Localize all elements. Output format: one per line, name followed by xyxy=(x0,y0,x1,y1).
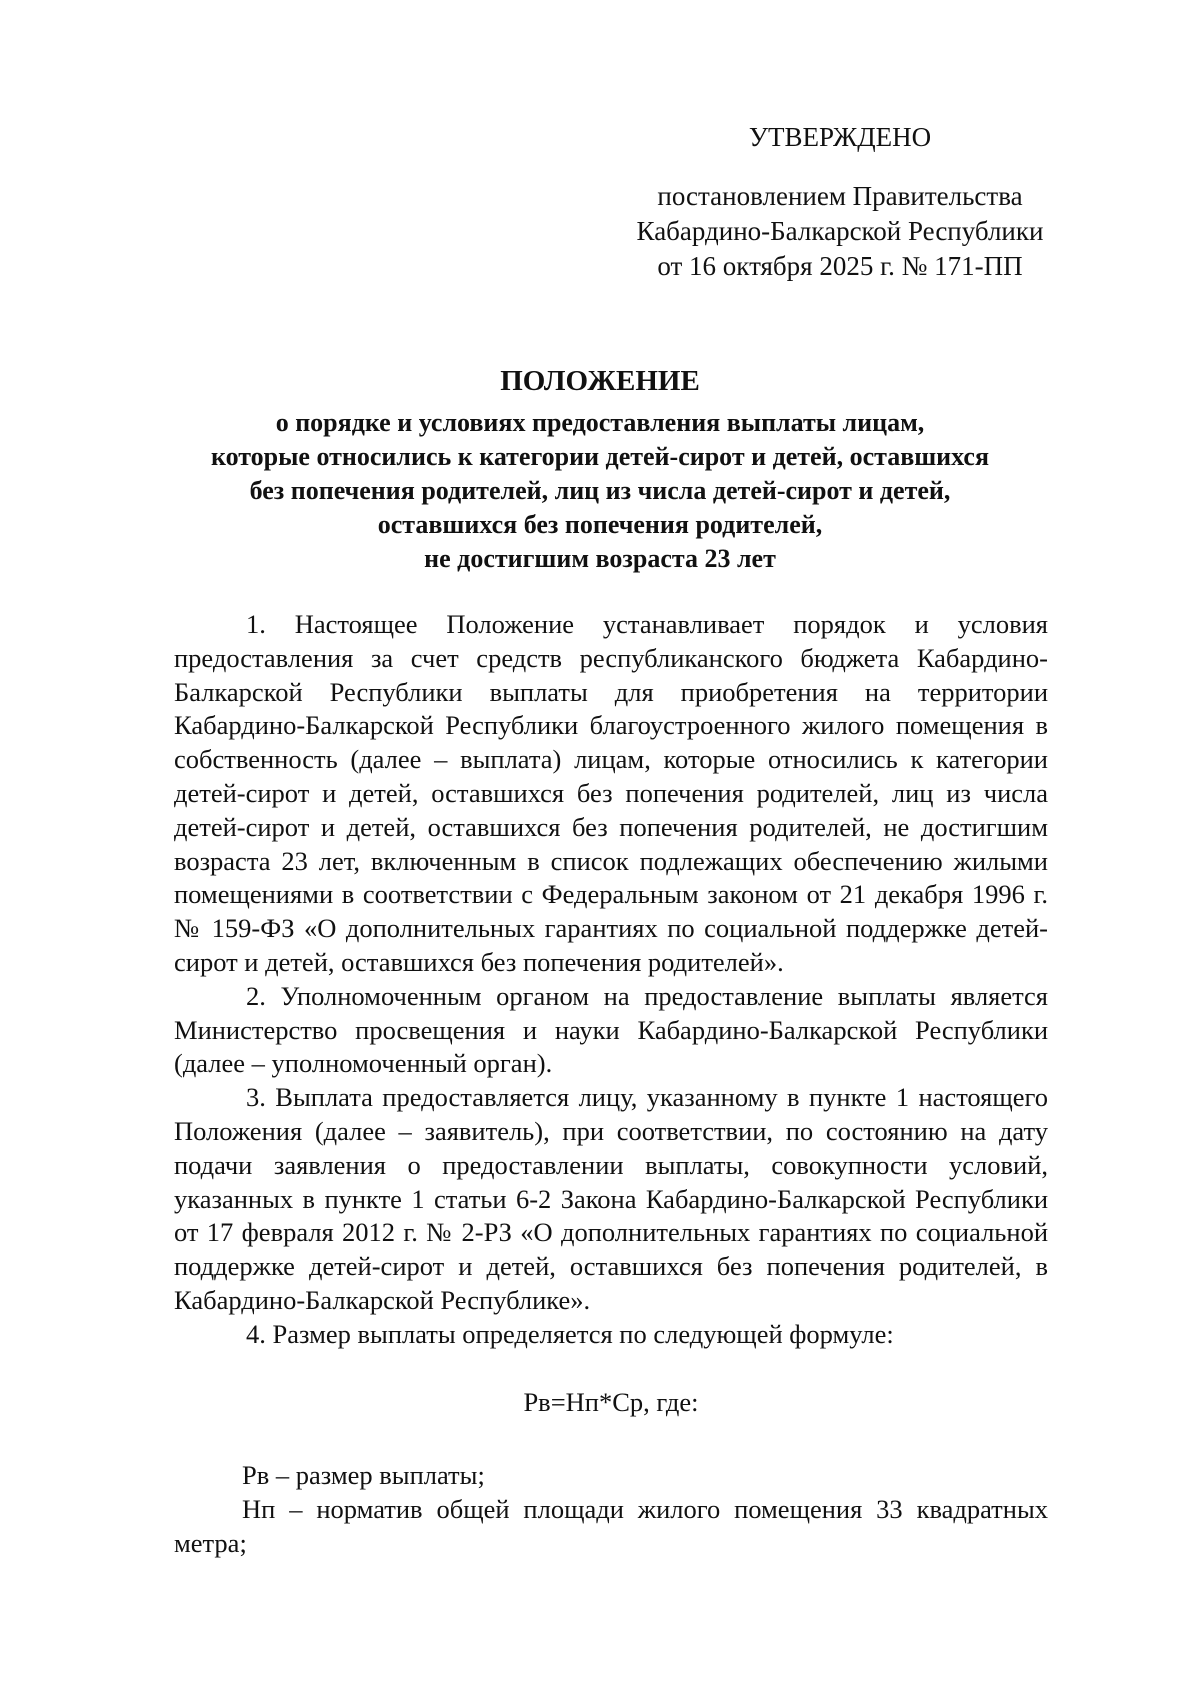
approval-heading: УТВЕРЖДЕНО xyxy=(748,122,932,152)
definition-np: Нп – норматив общей площади жилого помещения 33 квадратных метра; xyxy=(174,1494,1048,1558)
paragraph-3: 3. Выплата предоставляется лицу, указанному в пункте 1 настоящего Положения (далее – заявитель), при соответствии, по состоянию на дату подачи заявления о предоставлении выплаты, совокупности условий, указанных в пункте 1 статьи 6-2 Закона Кабардино-Балкарской Республики от 17 февраля 2012 г. № 2-РЗ «О дополнительных гарантиях по социальной поддержке детей-сирот и детей, оставшихся без попечения родителей, в Кабардино-Балкарской Республике». xyxy=(174,1082,1048,1315)
approval-line-1: постановлением Правительства xyxy=(657,181,1023,211)
document-body xyxy=(174,608,1048,1561)
document-subtitle-line-2: которые относились к категории детей-сирот и детей, оставшихся xyxy=(210,442,990,471)
document-subtitle-line-3: без попечения родителей, лиц из числа детей-сирот и детей, xyxy=(249,476,951,505)
document-title: ПОЛОЖЕНИЕ xyxy=(500,365,700,397)
approval-stamp-block xyxy=(610,120,1070,284)
paragraph-4: 4. Размер выплаты определяется по следующей формуле: xyxy=(246,1318,894,1349)
approval-line-3: от 16 октября 2025 г. № 171-ПП xyxy=(657,251,1023,281)
approval-line-2: Кабардино-Балкарской Республики xyxy=(636,216,1044,246)
document-subtitle-line-1: о порядке и условиях предоставления выплаты лицам, xyxy=(275,408,925,437)
paragraph-2: 2. Уполномоченным органом на предоставление выплаты является Министерство просвещения и науки Кабардино-Балкарской Республики (далее – уполномоченный орган). xyxy=(174,980,1048,1079)
document-subtitle-line-5: не достигшим возраста 23 лет xyxy=(424,544,776,573)
definition-rv: Рв – размер выплаты; xyxy=(242,1460,485,1491)
payment-formula: Рв=Нп*Ср, где: xyxy=(523,1386,699,1417)
paragraph-1: 1. Настоящее Положение устанавливает порядок и условия предоставления за счет средств республиканского бюджета Кабардино-Балкарской Республики выплаты для приобретения на территории Кабардино-Балкарской Республики благоустроенного жилого помещения в собственность (далее – выплата) лицам, которые относились к категории детей-сирот и детей, оставшихся без попечения родителей, лиц из числа детей-сирот и детей, оставшихся без попечения родителей, не достигшим возраста 23 лет, включенным в список подлежащих обеспечению жилыми помещениями в соответствии с Федеральным законом от 21 декабря 1996 г. № 159-ФЗ «О дополнительных гарантиях по социальной поддержке детей-сирот и детей, оставшихся без попечения родителей». xyxy=(174,609,1048,977)
document-title-block xyxy=(150,362,1050,576)
document-subtitle-line-4: оставшихся без попечения родителей, xyxy=(377,510,823,539)
